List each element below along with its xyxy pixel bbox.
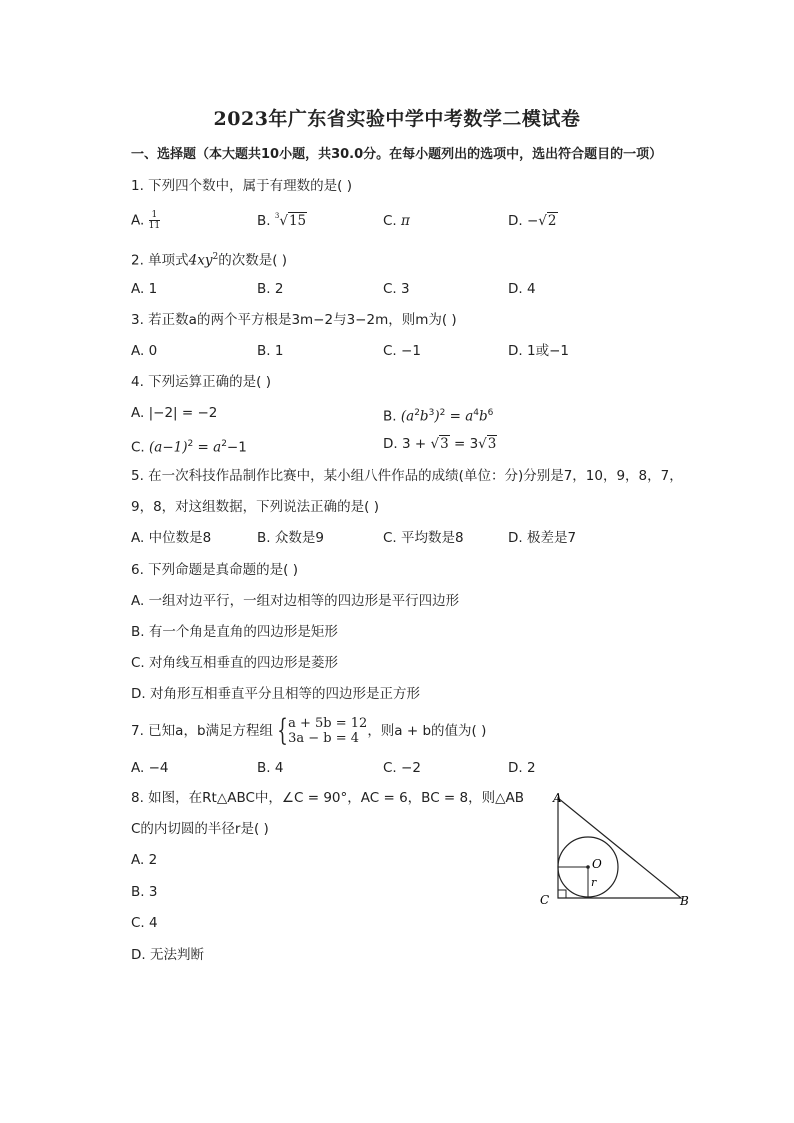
q7-option-d: D. 2 — [508, 760, 536, 776]
question-4-stem: 4. 下列运算正确的是( ) — [131, 374, 271, 390]
q6-option-c: C. 对角线互相垂直的四边形是菱形 — [131, 655, 339, 671]
q6-option-a: A. 一组对边平行，一组对边相等的四边形是平行四边形 — [131, 593, 460, 609]
q3-option-a: A. 0 — [131, 343, 158, 359]
q2-option-a: A. 1 — [131, 281, 158, 297]
triangle-incircle-figure — [536, 788, 700, 910]
question-5-stem-line1: 5. 在一次科技作品制作比赛中，某小组八件作品的成绩(单位：分)分别是7，10，9，8，7， — [131, 468, 683, 484]
label-r: r — [591, 876, 597, 889]
q4-option-a: A. |−2| = −2 — [131, 405, 218, 421]
question-7-stem: 7. 已知a，b满足方程组 { a + 5b = 12 3a − b = 4 ，则a + b的值为( ) — [131, 713, 487, 748]
q5-option-c: C. 平均数是8 — [383, 530, 464, 546]
q1-option-a: A. $\frac{1}{11}$ — [131, 210, 161, 231]
fraction: $\frac{1}{11}$ — [148, 210, 161, 231]
label-b: B — [680, 894, 689, 908]
q5-option-a: A. 中位数是8 — [131, 530, 212, 546]
q1-option-d: D. −√2 — [508, 213, 557, 229]
q3-option-b: B. 1 — [257, 343, 284, 359]
q7-option-c: C. −2 — [383, 760, 421, 776]
q7-option-b: B. 4 — [257, 760, 284, 776]
q1-option-b: B. $^3$√15 — [257, 212, 307, 232]
question-3-stem: 3. 若正数a的两个平方根是3m−2与3−2m，则m为( ) — [131, 312, 457, 328]
q2-option-b: B. 2 — [257, 281, 284, 297]
q4-option-c: C. $(a-1)^2 = a^2-1$ — [131, 439, 247, 456]
q7-option-a: A. −4 — [131, 760, 169, 776]
label-c: C — [540, 893, 550, 907]
cube-root: $^3$√15 — [274, 212, 307, 229]
q3-option-c: C. −1 — [383, 343, 421, 359]
q3-option-d: D. 1或−1 — [508, 343, 569, 359]
question-8-stem-line1: 8. 如图，在Rt△ABC中，∠C = 90°，AC = 6，BC = 8，则△AB — [131, 790, 524, 806]
q6-option-b: B. 有一个角是直角的四边形是矩形 — [131, 624, 338, 640]
q2-option-c: C. 3 — [383, 281, 410, 297]
q5-option-b: B. 众数是9 — [257, 530, 324, 546]
q8-option-a: A. 2 — [131, 852, 158, 868]
question-8-stem-line2: C的内切圆的半径r是( ) — [131, 821, 269, 837]
q4-option-b: B. $(a^2b^3)^2 = a^4b^6$ — [383, 408, 494, 425]
square-root: √3 — [430, 436, 449, 452]
question-5-stem-line2: 9，8，对这组数据，下列说法正确的是( ) — [131, 499, 380, 515]
equation-system: a + 5b = 12 3a − b = 4 — [288, 716, 368, 746]
label-a: A — [553, 791, 562, 805]
question-2-stem: 2. 单项式$4xy^2$的次数是( ) — [131, 252, 288, 269]
q8-option-c: C. 4 — [131, 915, 158, 931]
left-brace: { — [277, 713, 288, 748]
question-6-stem: 6. 下列命题是真命题的是( ) — [131, 562, 298, 578]
q8-option-d: D. 无法判断 — [131, 947, 204, 963]
triangle-abc — [558, 798, 681, 898]
question-1-stem: 1. 下列四个数中，属于有理数的是( ) — [131, 178, 352, 194]
square-root: √3 — [478, 436, 497, 452]
square-root: √2 — [538, 213, 557, 229]
q5-option-d: D. 极差是7 — [508, 530, 577, 546]
q1-option-c: C. π — [383, 213, 410, 229]
q2-option-d: D. 4 — [508, 281, 536, 297]
q6-option-d: D. 对角形互相垂直平分且相等的四边形是正方形 — [131, 686, 420, 702]
right-angle-mark — [558, 890, 566, 898]
label-o: O — [592, 857, 602, 871]
q8-option-b: B. 3 — [131, 884, 158, 900]
page-title: 2023年广东省实验中学中考数学二模试卷 — [213, 108, 581, 130]
section-heading: 一、选择题（本大题共10小题，共30.0分。在每小题列出的选项中，选出符合题目的一项） — [131, 147, 663, 162]
q4-option-d: D. 3 + √3 = 3√3 — [383, 436, 497, 452]
